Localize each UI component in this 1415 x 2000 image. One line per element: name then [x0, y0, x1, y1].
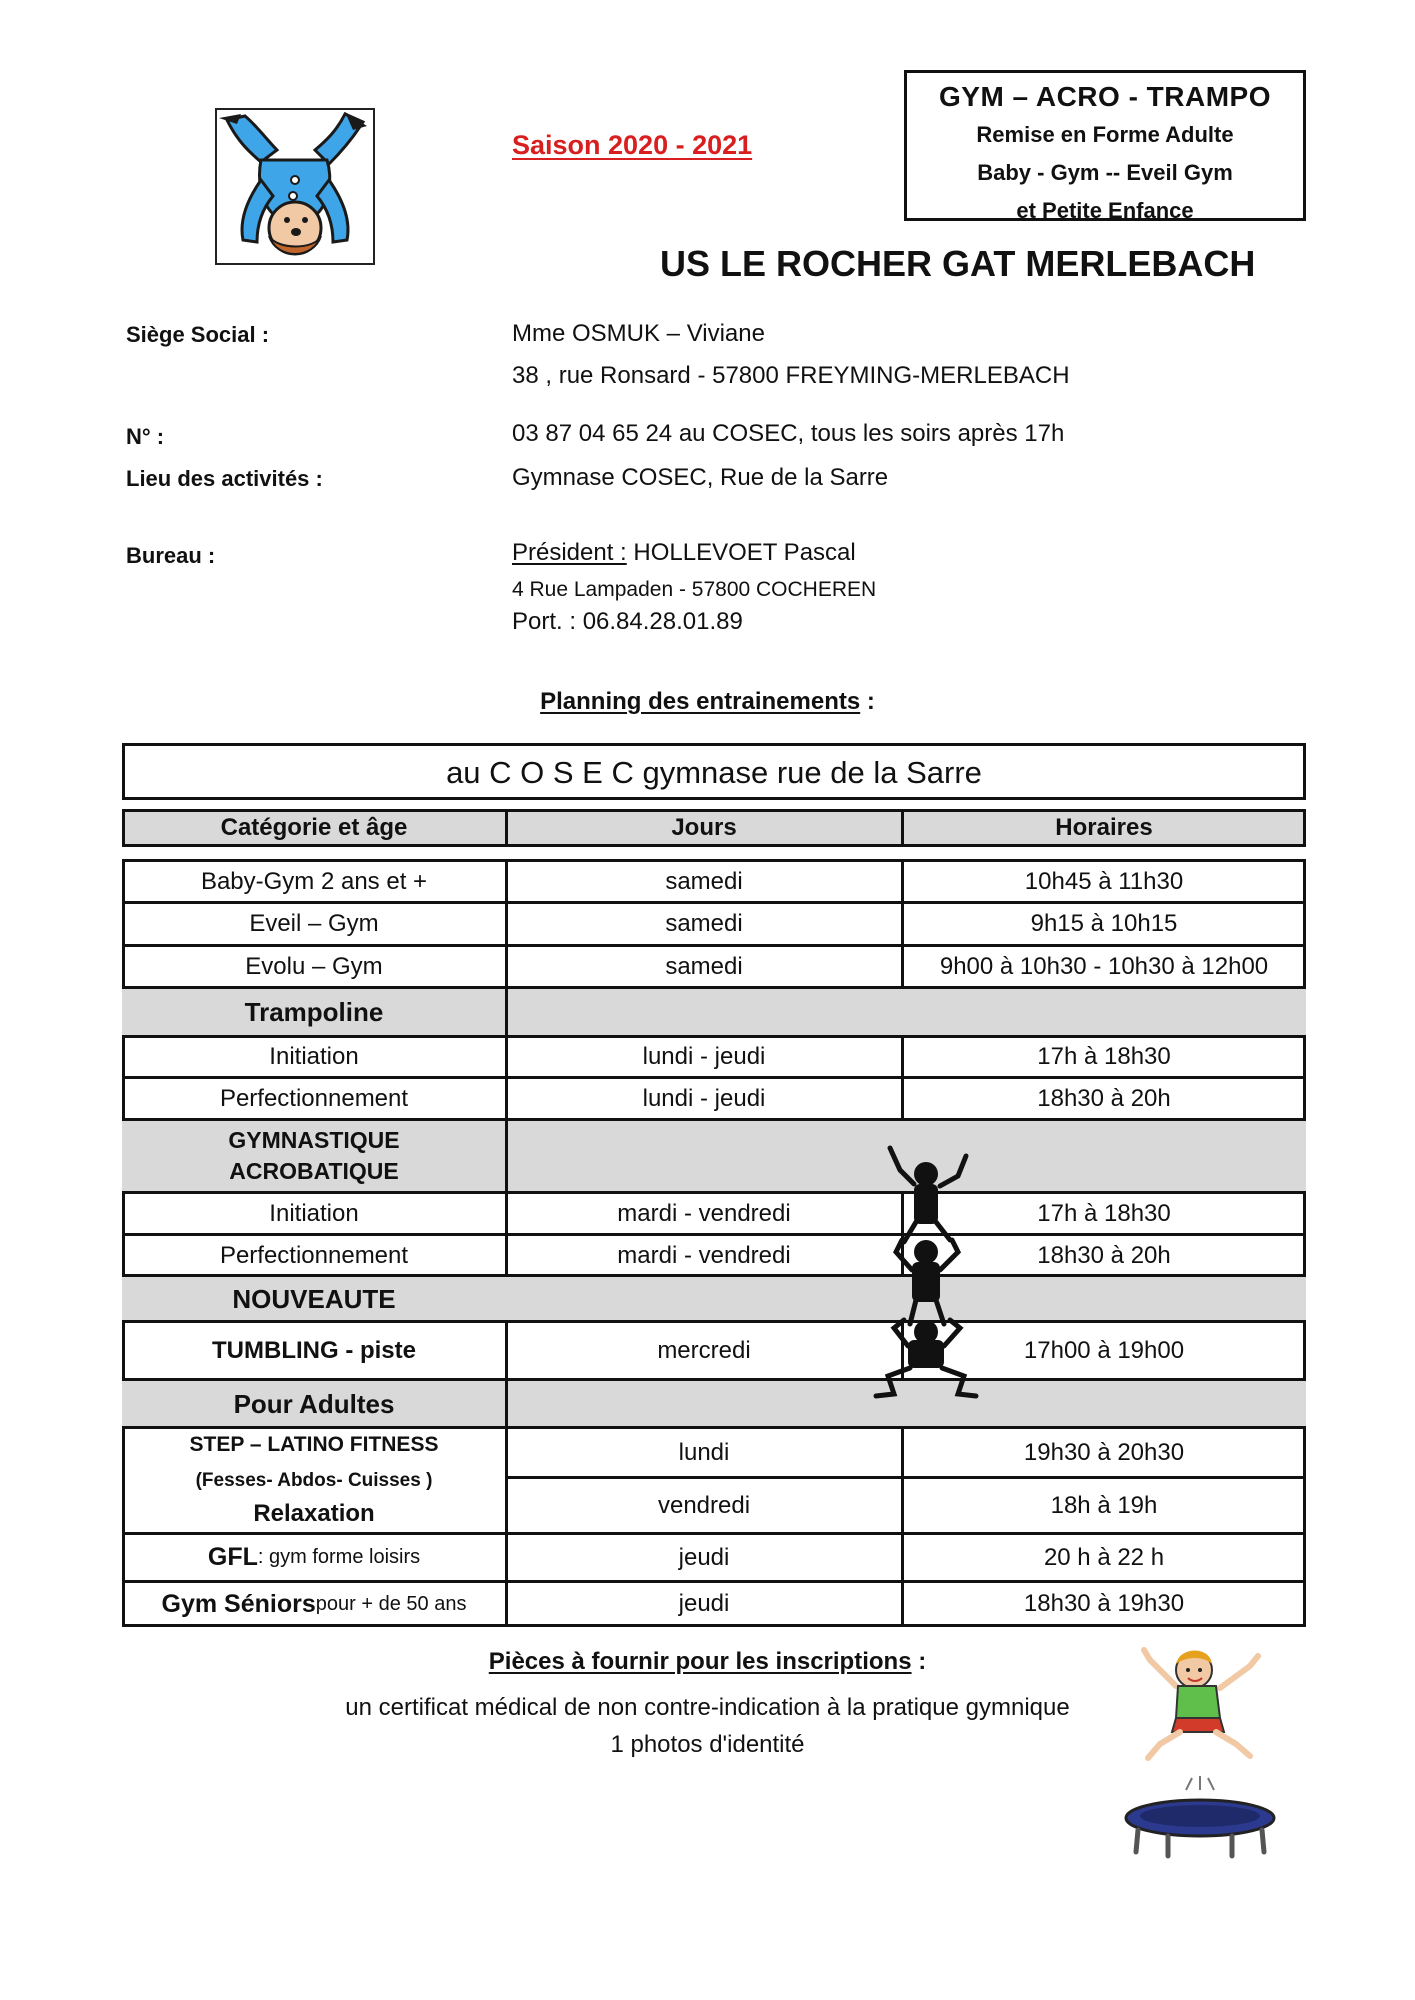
col-header-days: Jours [671, 814, 737, 841]
phone-label: N° : [126, 424, 165, 449]
table-row-hours: 10h45 à 11h30 [1024, 867, 1184, 895]
president-line [512, 539, 856, 567]
acrobat-pyramid-illustration [870, 1140, 982, 1400]
table-row-day: vendredi [657, 1491, 751, 1519]
table-row-hours: 17h à 18h30 [1037, 1043, 1171, 1070]
table-row-day: jeudi [678, 1543, 730, 1571]
table-row-cat: Eveil – Gym [249, 910, 379, 937]
table-row-hours: 20 h à 22 h [1043, 1543, 1165, 1571]
requirement-line: 1 photos d'identité [610, 1731, 805, 1758]
siege-label: Siège Social : [126, 322, 270, 347]
bureau-label: Bureau : [126, 543, 216, 568]
step-line-2: (Fesses- Abdos- Cuisses ) [195, 1470, 433, 1491]
planning-title: Planning des entrainements : [540, 688, 875, 715]
season-title: Saison 2020 - 2021 [512, 130, 753, 160]
table-row-cat: Baby-Gym 2 ans et + [200, 867, 428, 895]
table-row-cat: Perfectionnement [219, 1241, 409, 1269]
disciplines-line: Remise en Forme Adulte [976, 122, 1234, 147]
logo-box [215, 108, 375, 265]
handstand-child-illustration [217, 110, 373, 263]
president-address: 4 Rue Lampaden - 57800 COCHEREN [512, 578, 877, 601]
table-row-cat: Initiation [269, 1199, 359, 1227]
table-row-cat [122, 1534, 506, 1581]
table-row-hours: 19h30 à 20h30 [1023, 1438, 1185, 1466]
gfl-desc: : gym forme loisirs [257, 1546, 421, 1568]
table-row-cat: Perfectionnement [219, 1085, 409, 1112]
table-title: au C O S E C gymnase rue de la Sarre [446, 755, 982, 790]
table-row-day: samedi [665, 953, 743, 980]
section-title-adultes: Pour Adultes [233, 1388, 395, 1419]
requirement-line: un certificat médical de non contre-indication à la pratique gymnique [345, 1694, 1070, 1721]
section-title-gym-1: GYMNASTIQUE [228, 1126, 400, 1153]
section-title-nouveaute: NOUVEAUTE [232, 1283, 396, 1314]
step-line-3: Relaxation [253, 1500, 375, 1527]
table-row-day: samedi [665, 867, 743, 895]
siege-name: Mme OSMUK – Viviane [512, 320, 765, 347]
table-row-day: lundi [678, 1438, 730, 1466]
table-row-hours: 18h à 19h [1050, 1491, 1158, 1519]
table-row-day: mercredi [657, 1337, 751, 1364]
table-row-day: samedi [665, 910, 743, 937]
lieu-label: Lieu des activités : [126, 466, 323, 491]
table-row-cat: TUMBLING - piste [212, 1337, 416, 1364]
club-name: US LE ROCHER GAT MERLEBACH [660, 243, 1256, 284]
disciplines-line: et Petite Enfance [1016, 198, 1194, 223]
president-label: Président : [512, 539, 627, 566]
section-title-trampoline: Trampoline [244, 996, 384, 1027]
seniors-desc: pour + de 50 ans [315, 1592, 467, 1615]
table-row-hours: 17h à 18h30 [1037, 1199, 1171, 1227]
disciplines-line: Baby - Gym -- Eveil Gym [977, 160, 1233, 185]
col-header-category: Catégorie et âge [220, 814, 408, 841]
table-row-day: lundi - jeudi [642, 1085, 766, 1112]
step-line-1: STEP – LATINO FITNESS [189, 1433, 439, 1456]
table-row-cat: Initiation [269, 1043, 359, 1070]
table-row-hours: 17h00 à 19h00 [1023, 1337, 1185, 1364]
table-row-hours: 18h30 à 20h [1037, 1085, 1171, 1112]
table-row-hours: 9h15 à 10h15 [1030, 910, 1178, 937]
table-row-cat [122, 1582, 506, 1626]
siege-address: 38 , rue Ronsard - 57800 FREYMING-MERLEBACH [512, 362, 1070, 389]
table-row-hours: 18h30 à 19h30 [1023, 1590, 1185, 1617]
table-row-hours: 9h00 à 10h30 - 10h30 à 12h00 [939, 953, 1269, 980]
president-name: HOLLEVOET Pascal [626, 539, 856, 566]
disciplines-box [904, 70, 1306, 221]
table-row-day: mardi - vendredi [617, 1199, 791, 1227]
disciplines-title: GYM – ACRO - TRAMPO [938, 81, 1272, 112]
table-row-day: jeudi [678, 1590, 730, 1617]
table-row-day: lundi - jeudi [642, 1043, 766, 1070]
col-header-hours: Horaires [1055, 814, 1153, 841]
gfl-label: GFL [207, 1543, 258, 1571]
table-row-cat: Evolu – Gym [245, 953, 383, 980]
section-title-gym-2: ACROBATIQUE [229, 1157, 399, 1184]
table-row-day: mardi - vendredi [617, 1241, 791, 1269]
president-phone: Port. : 06.84.28.01.89 [512, 608, 743, 635]
seniors-label: Gym Séniors [161, 1589, 316, 1618]
phone-value: 03 87 04 65 24 au COSEC, tous les soirs après 17h [512, 420, 1065, 447]
requirements-title: Pièces à fournir pour les inscriptions : [488, 1648, 927, 1675]
trampoline-child-illustration [1120, 1640, 1300, 1860]
lieu-value: Gymnase COSEC, Rue de la Sarre [512, 464, 889, 491]
table-row-hours: 18h30 à 20h [1037, 1241, 1171, 1269]
